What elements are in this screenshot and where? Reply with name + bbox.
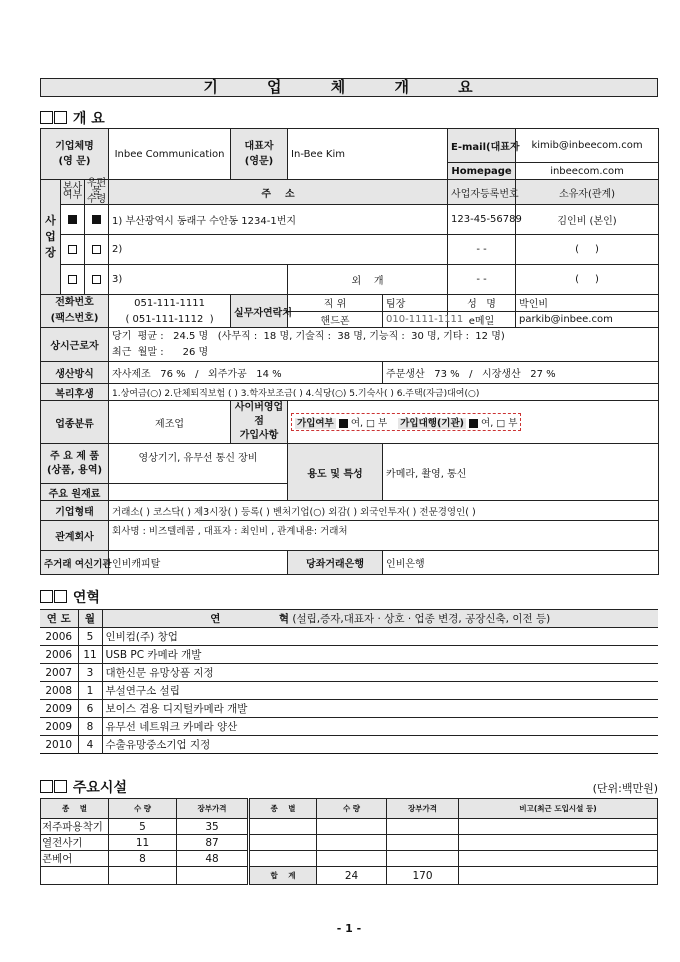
homepage-label: Homepage (448, 163, 516, 180)
facilities-table (40, 798, 658, 885)
site-1-hq-checkbox[interactable] (61, 205, 85, 235)
history-content-header (102, 610, 658, 628)
facility-row (41, 819, 658, 835)
materials-label: 주요 원재료 (41, 484, 109, 501)
representative-name: In-Bee Kim (288, 129, 448, 180)
phone-value: 051-111-1111 (109, 295, 231, 312)
join-status (291, 413, 521, 431)
history-month: 3 (78, 664, 102, 682)
facility-price: 35 (177, 819, 249, 835)
history-year: 2009 (40, 718, 78, 736)
workers-label: 상시근로자 (41, 328, 109, 362)
industry-value: 제조업 (109, 401, 231, 444)
facility-price: 87 (177, 835, 249, 851)
company-type-value: 거래소( ) 코스닥( ) 제3시장( ) 등록( ) 벤처기업(○) 외감( ) 외국인투자( ) 전문경영인( ) (109, 501, 659, 521)
site-2-owner: ( ) (516, 235, 659, 265)
cyber-store-options (288, 401, 659, 444)
production-label: 생산방식 (41, 362, 109, 384)
history-text: 인비컴(주) 창업 (102, 628, 658, 646)
hq-header: 본사 여부 (61, 180, 85, 205)
history-table (40, 609, 658, 754)
agency-label: 가입대행(기관) (400, 418, 464, 429)
history-row (40, 736, 658, 754)
finance-label: 주거래 여신기관 (41, 551, 109, 575)
history-text: 보이스 겸용 디지털카메라 개발 (102, 700, 658, 718)
page-number: - 1 - (336, 922, 362, 935)
page-title: 기 업 체 개 요 (40, 78, 658, 97)
production-order: 주문생산 73 % / 시장생산 27 % (383, 362, 659, 384)
section-history-heading: 연혁 (40, 587, 100, 607)
history-month: 8 (78, 718, 102, 736)
section-facilities-heading: 주요시설 (40, 777, 127, 797)
history-text: 부설연구소 설립 (102, 682, 658, 700)
industry-label: 업종분류 (41, 401, 109, 444)
history-text: USB PC 카메라 개발 (102, 646, 658, 664)
site-3-owner: ( ) (516, 265, 659, 295)
site-3-address: 3) (109, 265, 288, 295)
checkbox-icon (40, 780, 53, 793)
site-1-regno: 123-45-56789 (448, 205, 516, 235)
site-3-hq-checkbox[interactable] (61, 265, 85, 295)
history-month: 4 (78, 736, 102, 754)
related-company-value: 회사명 : 비즈텔레콤 , 대표자 : 최인비 , 관계내용: 거래처 (109, 521, 659, 551)
finance-value: 인비캐피탈 (109, 551, 288, 575)
checkbox-icon (54, 590, 67, 603)
site-3-other-count: 외 개 (288, 265, 448, 295)
history-row (40, 718, 658, 736)
section-overview-heading: 개 요 (40, 108, 105, 128)
site-3-regno: - - (448, 265, 516, 295)
facility-row (41, 835, 658, 851)
welfare-value: 1.상여금(○) 2.단체퇴직보험 ( ) 3.학자보조금( ) 4.식당(○) 5.기숙사( ) 6.주택(자금)대여(○) (109, 384, 659, 401)
history-content-note: (설립,증자,대표자 · 상호 · 업종 변경, 공장신축, 이전 등) (292, 613, 551, 625)
history-year: 2010 (40, 736, 78, 754)
facility-price: 48 (177, 851, 249, 867)
workers-detail (109, 328, 659, 362)
bank-value: 인비은행 (383, 551, 659, 575)
use-label: 용도 및 특성 (288, 444, 383, 501)
overview-table (40, 128, 659, 575)
sites-side-label: 사업장 (41, 180, 61, 295)
history-row (40, 628, 658, 646)
fac-total-qty: 24 (317, 867, 387, 885)
manager-title-value: 팀장 (383, 295, 448, 312)
homepage-value: inbeecom.com (516, 163, 659, 180)
history-year-header: 연 도 (40, 610, 78, 628)
manager-name-label: 성 명 (448, 295, 516, 312)
company-name-label: 기업체명 (영 문) (41, 129, 109, 180)
history-month: 11 (78, 646, 102, 664)
fac-total-label: 합 계 (249, 867, 317, 885)
history-month: 5 (78, 628, 102, 646)
checkbox-icon (40, 590, 53, 603)
fac-price-header-2: 장부가격 (387, 799, 459, 819)
workers-line-1: 당기 평균 : 24.5 명 (사무직 : 18 명, 기술직 : 38 명, 기능직 : 30 명, 기타 : 12 명) (112, 330, 505, 342)
agency-value: 여, □ 부 (481, 418, 518, 429)
manager-name-value: 박인비 (516, 295, 659, 312)
owner-header: 소유자(관계) (516, 180, 659, 205)
join-value: 여, □ 부 (350, 418, 388, 429)
site-2-address: 2) (109, 235, 448, 265)
site-2-regno: - - (448, 235, 516, 265)
email-label: E-mail(대표자 (448, 129, 516, 163)
production-own: 자사제조 76 % / 외주가공 14 % (109, 362, 383, 384)
welfare-label: 복리후생 (41, 384, 109, 401)
address-header: 주 소 (109, 180, 448, 205)
history-month-header: 월 (78, 610, 102, 628)
manager-title-label: 직 위 (288, 295, 383, 312)
history-text: 대한신문 유망상품 지정 (102, 664, 658, 682)
site-1-owner: 김인비 (본인) (516, 205, 659, 235)
use-value: 카메라, 촬영, 통신 (383, 444, 659, 501)
fac-kind-header-2: 종 별 (249, 799, 317, 819)
agency-yes-checkbox[interactable] (469, 419, 478, 428)
facility-row (41, 851, 658, 867)
checkbox-icon (40, 111, 53, 124)
workers-line-2: 최근 월말 : 26 명 (112, 346, 209, 358)
facility-qty: 11 (109, 835, 177, 851)
facility-kind: 열전사기 (41, 835, 109, 851)
join-yes-checkbox[interactable] (339, 419, 348, 428)
phone-label: 전화번호 (팩스번호) (41, 295, 109, 328)
regno-header: 사업자등록번호 (448, 180, 516, 205)
history-month: 1 (78, 682, 102, 700)
site-2-hq-checkbox[interactable] (61, 235, 85, 265)
facility-kind: 저주파용착기 (41, 819, 109, 835)
mobile-label: 핸드폰 (288, 311, 383, 328)
mobile-value: 010-1111-1111 (383, 311, 448, 328)
fac-note-header: 비고(최근 도입시설 등) (459, 799, 658, 819)
checkbox-icon (54, 111, 67, 124)
history-month: 6 (78, 700, 102, 718)
history-row (40, 646, 658, 664)
history-year: 2006 (40, 646, 78, 664)
history-row (40, 700, 658, 718)
company-name: Inbee Communication (109, 129, 231, 180)
bank-label: 당좌거래은행 (288, 551, 383, 575)
history-row (40, 664, 658, 682)
mail-header: 우편물 수령 (85, 180, 109, 205)
history-text: 유무선 네트워크 카메라 양산 (102, 718, 658, 736)
facility-qty: 8 (109, 851, 177, 867)
cyber-store-label: 사이버영업점 가입사항 (231, 401, 288, 444)
company-type-label: 기업형태 (41, 501, 109, 521)
manager-email-label: e메일 (448, 311, 516, 328)
site-3-mail-checkbox[interactable] (85, 265, 109, 295)
facility-kind: 콘베어 (41, 851, 109, 867)
related-company-label: 관계회사 (41, 521, 109, 551)
history-text: 수출유망중소기업 지정 (102, 736, 658, 754)
site-1-mail-checkbox[interactable] (85, 205, 109, 235)
history-row (40, 682, 658, 700)
fac-qty-header: 수 량 (109, 799, 177, 819)
history-year: 2007 (40, 664, 78, 682)
facilities-table-wrap (40, 798, 658, 885)
facility-qty: 5 (109, 819, 177, 835)
site-1-address: 1) 부산광역시 동래구 수안동 1234-1번지 (109, 205, 448, 235)
fac-qty-header-2: 수 량 (317, 799, 387, 819)
manager-email-value: parkib@inbee.com (516, 311, 659, 328)
manager-contact-label: 실무자연락처 (231, 295, 288, 328)
checkbox-icon (54, 780, 67, 793)
site-2-mail-checkbox[interactable] (85, 235, 109, 265)
fac-total-price: 170 (387, 867, 459, 885)
email-value: kimib@inbeecom.com (516, 129, 659, 163)
materials-value (109, 484, 288, 501)
join-label: 가입여부 (297, 418, 334, 429)
history-year: 2006 (40, 628, 78, 646)
fac-kind-header: 종 별 (41, 799, 109, 819)
representative-label: 대표자 (영문) (231, 129, 288, 180)
history-content-title: 연 혁 (210, 613, 290, 625)
history-year: 2009 (40, 700, 78, 718)
products-label: 주 요 제 품 (상품, 용역) (41, 444, 109, 484)
facilities-unit: (단위:백만원) (592, 782, 658, 795)
history-year: 2008 (40, 682, 78, 700)
fac-price-header: 장부가격 (177, 799, 249, 819)
overview-table-wrap (40, 128, 658, 575)
fax-value: ( 051-111-1112 ) (109, 311, 231, 328)
products-value: 영상기기, 유무선 통신 장비 (109, 444, 288, 484)
history-table-wrap (40, 609, 658, 754)
